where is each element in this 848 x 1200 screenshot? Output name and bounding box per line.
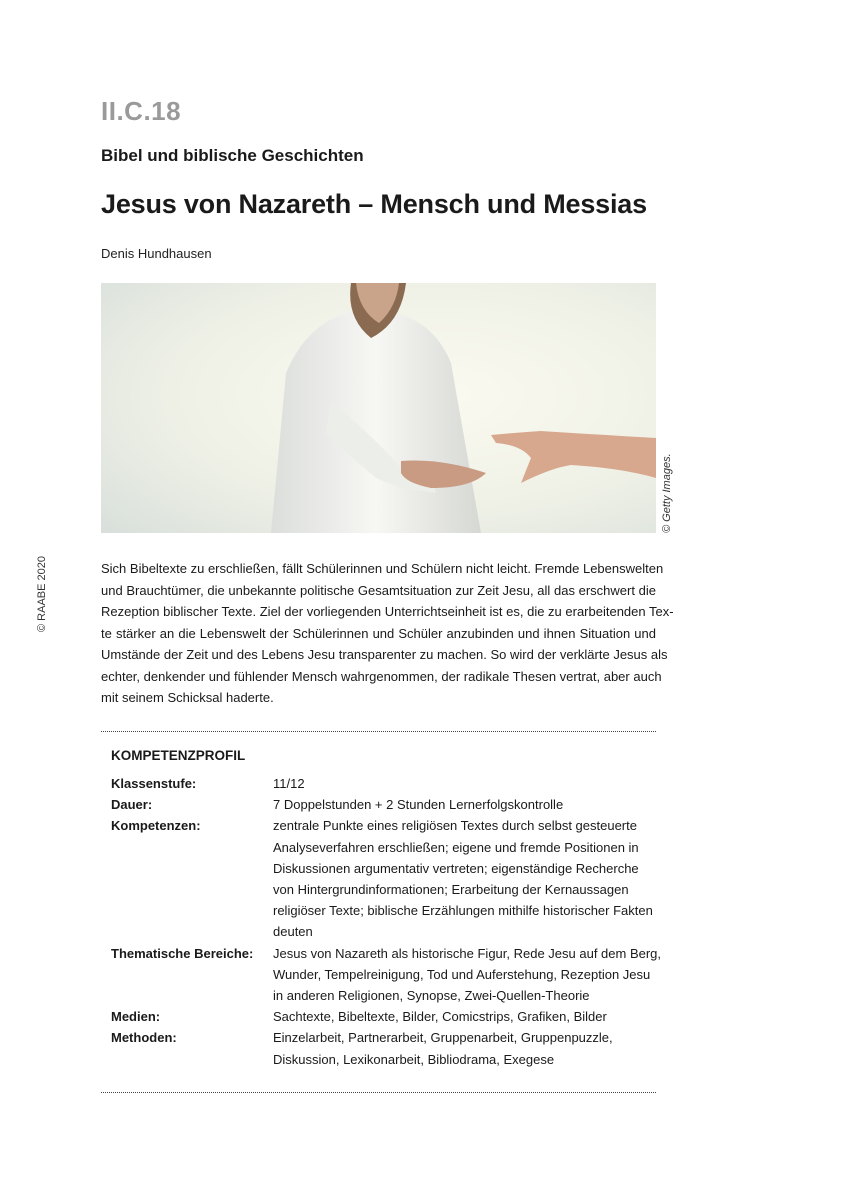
profile-value-line: Analyseverfahren erschließen; eigene und fremde Positionen in — [273, 839, 639, 855]
cover-photo — [101, 283, 656, 533]
divider — [101, 1092, 656, 1093]
profile-label: Methoden: — [111, 1030, 177, 1046]
profile-row — [111, 1027, 651, 1069]
profile-value-line: religiöser Texte; biblische Erzählungen mithilfe historischer Fakten — [273, 903, 653, 919]
profile-value-line: Jesus von Nazareth als historische Figur, Rede Jesu auf dem Berg, — [273, 945, 662, 961]
profile-value-line: in anderen Religionen, Synopse, Zwei-Quellen-Theorie — [273, 988, 590, 1004]
intro-line: mit seinem Schicksal haderte. — [101, 690, 274, 705]
series-title: Bibel und biblische Geschichten — [101, 146, 364, 165]
profile-value-line: Einzelarbeit, Partnerarbeit, Gruppenarbeit, Gruppenpuzzle, — [273, 1030, 613, 1046]
profile-value — [273, 815, 653, 942]
profile-value-line: 7 Doppelstunden + 2 Stunden Lernerfolgskontrolle — [273, 797, 564, 813]
intro-line: Umstände der Zeit und des Lebens Jesu transparenter zu machen. So wird der verklärte Jesus als — [101, 647, 668, 662]
intro-line: und Brauchtümer, die unbekannte politische Gesamtsituation zur Zeit Jesu, all das erschwert die — [101, 582, 656, 598]
image-credit: © Getty Images. — [661, 453, 673, 533]
profile-heading: KOMPETENZPROFIL — [111, 748, 246, 763]
profile-value-line: Diskussion, Lexikonarbeit, Bibliodrama, Exegese — [273, 1051, 555, 1067]
copyright-notice: © RAABE 2020 — [36, 556, 48, 632]
profile-row — [111, 794, 651, 815]
profile-row — [111, 943, 662, 1007]
intro-paragraph — [101, 558, 674, 709]
profile-row — [111, 815, 651, 942]
profile-row — [111, 773, 651, 794]
profile-row — [111, 1006, 651, 1027]
profile-value-line: deuten — [273, 924, 313, 940]
intro-line: Sich Bibeltexte zu erschließen, fällt Schülerinnen und Schülern nicht leicht. Fremde Lebenswelten — [101, 561, 664, 576]
profile-value-line: Diskussionen argumentativ vertreten; eigenständige Recherche — [273, 860, 639, 876]
profile-value — [273, 943, 661, 1007]
intro-line: Rezeption biblischer Texte. Ziel der vorliegenden Unterrichtseinheit ist es, die zu erarbeitenden Tex- — [101, 604, 674, 619]
profile-label: Medien: — [111, 1009, 161, 1025]
profile-value — [273, 1006, 651, 1027]
profile-value — [273, 773, 651, 794]
profile-value — [273, 794, 651, 815]
profile-value-line: von Hintergrundinformationen; Erarbeitung der Kernaussagen — [273, 882, 629, 898]
profile-label: Dauer: — [111, 797, 153, 813]
intro-line: echter, denkender und fühlender Mensch wahrgenommen, der radikale Thesen vertrat, aber auch — [101, 668, 662, 684]
intro-line: te stärker an die Lebenswelt der Schülerinnen und Schüler anzubinden und ihnen Situation und — [101, 625, 656, 641]
page-title: Jesus von Nazareth – Mensch und Messias — [101, 189, 647, 219]
unit-code: II.C.18 — [101, 96, 182, 126]
profile-label: Kompetenzen: — [111, 818, 201, 834]
profile-value — [273, 1027, 651, 1069]
profile-value-line: zentrale Punkte eines religiösen Textes durch selbst gesteuerte — [273, 818, 637, 834]
profile-value-line: Sachtexte, Bibeltexte, Bilder, Comicstrips, Grafiken, Bilder — [273, 1009, 607, 1025]
profile-label: Thematische Bereiche: — [111, 945, 254, 961]
profile-label: Klassenstufe: — [111, 776, 197, 791]
profile-value-line: 11/12 — [273, 776, 305, 791]
competence-profile — [111, 748, 662, 1070]
divider — [101, 731, 656, 732]
profile-value-line: Wunder, Tempelreinigung, Tod und Auferstehung, Rezeption Jesu — [273, 966, 651, 982]
author: Denis Hundhausen — [101, 246, 212, 261]
